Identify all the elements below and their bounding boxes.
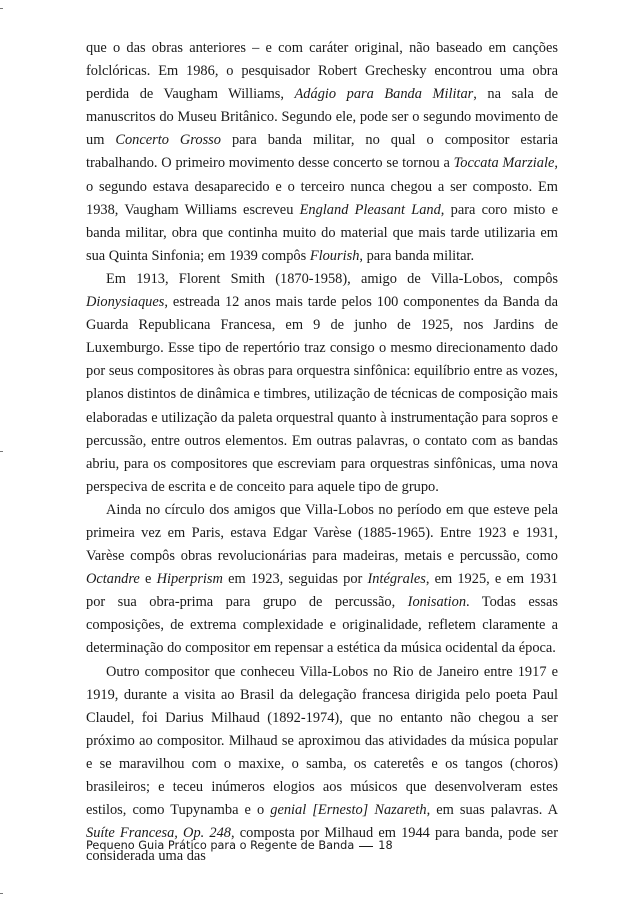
italic-title: Flourish bbox=[309, 247, 360, 264]
text-run: Em 1913, Florent Smith (1870-1958), amigo de Villa-Lobos, compôs bbox=[106, 270, 558, 287]
text-run: Ainda no círculo dos amigos que Villa-Lobos no período em que esteve pela primeira vez em Paris, estava Edgar Varèse (1885-1965). Entre 1923 e 1931, Varèse compôs obras revolucionárias para madeiras, metais e percussão, como bbox=[86, 501, 558, 565]
paragraph bbox=[86, 661, 558, 869]
italic-title: Concerto Grosso bbox=[115, 132, 221, 149]
text-run: em 1923, seguidas por bbox=[222, 571, 368, 588]
paragraph bbox=[86, 37, 558, 268]
crop-mark bbox=[0, 8, 3, 9]
paragraph bbox=[86, 499, 558, 661]
text-run: , estreada 12 anos mais tarde pelos 100 componentes da Banda da Guarda Republicana Francesa, em 9 de junho de 1925, nos Jardins de Luxemburgo. Esse tipo de repertório traz consigo o mesmo direcionamento dado por seus compositores às obras para orquestra sinfônica: equilíbrio entre as vozes, planos distintos de dinâmica e timbres, utilização de técnicas de composição mais elaboradas e utilização da paleta orquestral quanto à instrumentação para sopros e percussão, entre outros elementos. Em outras palavras, o contato com as bandas abriu, para os compositores que escreviam para orquestras sinfônicas, uma nova perspeciva de escrita e de conceito para aquele tipo de grupo. bbox=[86, 294, 558, 495]
text-run: Outro compositor que conheceu Villa-Lobos no Rio de Janeiro entre 1917 e 1919, durante a visita ao Brasil da delegação francesa dirigida pelo poeta Paul Claudel, foi Darius Milhaud (1892-1974), que no entanto não chegou a ser próximo ao compositor. Milhaud se aproximou das atividades da música popular e se maravilhou com o maxixe, o samba, os cateretês e os tangos (choros) brasileiros; e teceu inúmeros elogios aos músicos que desenvolveram estes estilos, como Tupynamba e o bbox=[86, 663, 558, 819]
italic-title: Ionisation bbox=[407, 594, 467, 611]
italic-title: Suíte Francesa, Op. 248 bbox=[86, 825, 231, 842]
text-run: , composta por Milhaud em 1944 para banda, pode ser considerada uma das bbox=[86, 825, 558, 865]
text-run: para banda militar, no qual o compositor estaria trabalhando. O primeiro movimento desse concerto se tornou a bbox=[86, 132, 558, 172]
crop-mark bbox=[0, 451, 3, 452]
italic-title: Intégrales bbox=[367, 571, 426, 588]
body-text bbox=[86, 37, 558, 868]
footer-separator bbox=[359, 846, 373, 847]
text-run: , em 1925, e em 1931 por sua obra-prima para grupo de percussão, bbox=[86, 571, 558, 611]
text-run: , para coro misto e banda militar, obra que continha muito do material que mais tarde utilizaria em sua Quinta Sinfonia; em 1939 compôs bbox=[86, 201, 558, 264]
text-run: , na sala de manuscritos do Museu Britânico. Segundo ele, pode ser o segundo movimento de um bbox=[86, 86, 559, 149]
crop-mark bbox=[0, 893, 3, 894]
italic-title: Hiperprism bbox=[156, 571, 223, 588]
text-run: , o segundo estava desaparecido e o terceiro nunca chegou a ser composto. Em 1938, Vaugham Williams escreveu bbox=[86, 155, 558, 218]
text-run: , em suas palavras. A bbox=[426, 802, 558, 819]
italic-title: Dionysiaques bbox=[86, 294, 165, 311]
italic-title: Toccata Marziale bbox=[453, 155, 555, 172]
text-run: que o das obras anteriores – e com caráter original, não baseado em canções folclóricas. Em 1986, o pesquisador Robert Grechesky encontrou uma obra perdida de Vaugham Williams, bbox=[86, 40, 558, 103]
footer-book-title: Pequeno Guia Prático para o Regente de Banda bbox=[86, 839, 355, 852]
text-run: e bbox=[139, 571, 157, 588]
text-run: , para banda militar. bbox=[359, 247, 475, 264]
paragraph bbox=[86, 268, 558, 499]
italic-title: Adágio para Banda Militar bbox=[294, 86, 474, 103]
text-run: . Todas essas composições, de extrema complexidade e originalidade, refletem claramente a determinação do compositor em repensar a estética da música ocidental da época. bbox=[86, 594, 558, 657]
italic-title: England Pleasant Land bbox=[299, 201, 441, 218]
italic-title: Octandre bbox=[86, 571, 140, 588]
italic-title: genial [Ernesto] Nazareth bbox=[270, 802, 427, 819]
page-footer bbox=[86, 839, 393, 852]
page-number: 18 bbox=[378, 839, 393, 852]
